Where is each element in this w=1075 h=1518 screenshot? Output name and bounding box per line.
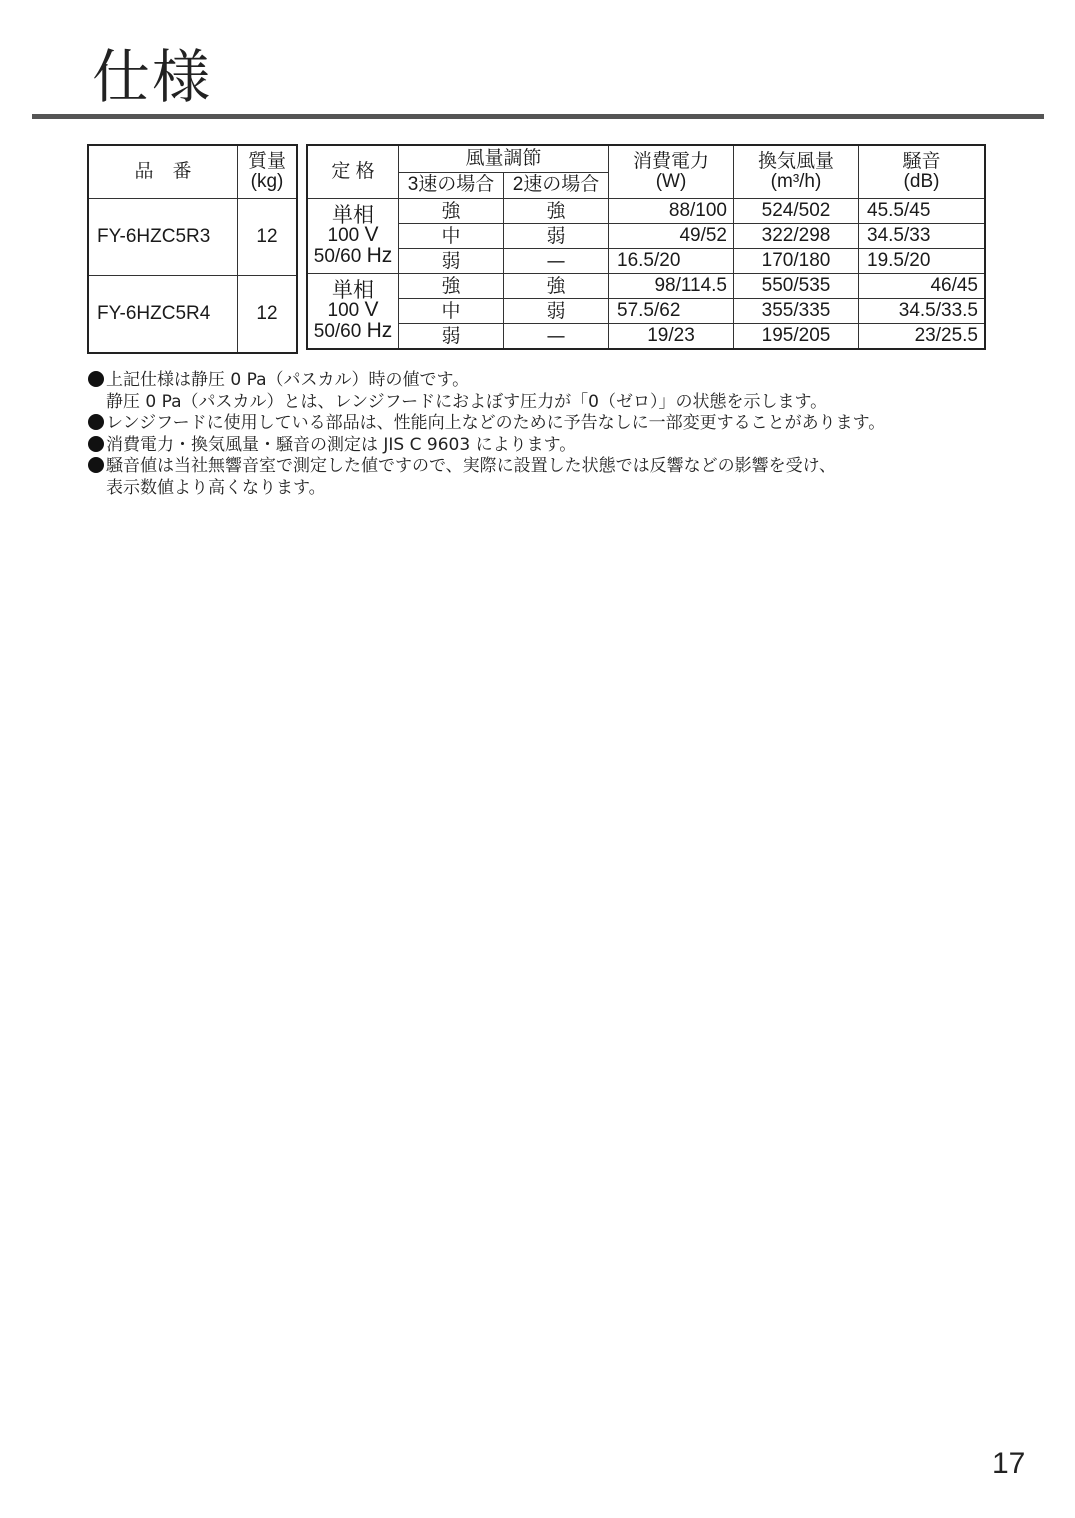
- rating-frequency: 50/60 Hz: [313, 244, 393, 267]
- table-row: [307, 224, 985, 249]
- note-item: レンジフードに使用している部品は、性能向上などのために予告なしに一部変更することがあります。: [88, 413, 1018, 435]
- table-row: [88, 199, 297, 276]
- power-value: 16.5/20: [609, 249, 734, 274]
- table-row: [88, 276, 297, 354]
- noise-value: 45.5/45: [859, 199, 986, 224]
- mass-header: [238, 145, 298, 199]
- two-speed-level: —: [504, 249, 609, 274]
- ventilation-value: 170/180: [734, 249, 859, 274]
- two-speed-level: 弱: [504, 299, 609, 324]
- two-speed-level: 弱: [504, 224, 609, 249]
- table-row: [307, 199, 985, 224]
- noise-value: 23/25.5: [859, 324, 986, 350]
- power-header-unit: (W): [655, 171, 687, 192]
- model-header: 品 番: [88, 145, 238, 199]
- power-header-label: 消費電力: [632, 151, 709, 172]
- note-item: 上記仕様は静圧 0 Pa（パスカル）時の値です。: [88, 370, 1018, 392]
- noise-header-label: 騒音: [902, 151, 941, 172]
- two-speed-level: 強: [504, 274, 609, 299]
- ventilation-header-label: 換気風量: [757, 151, 834, 172]
- table-row: [307, 299, 985, 324]
- rating-voltage: 100 V: [327, 223, 379, 246]
- two-speed-level: 強: [504, 199, 609, 224]
- title-underline: [32, 114, 1044, 119]
- mass-header-label: 質量: [247, 151, 286, 172]
- ventilation-value: 550/535: [734, 274, 859, 299]
- three-speed-header: 3速の場合: [399, 172, 504, 199]
- two-speed-level: —: [504, 324, 609, 350]
- power-value: 19/23: [609, 324, 734, 350]
- three-speed-level: 中: [399, 299, 504, 324]
- ventilation-value: 195/205: [734, 324, 859, 350]
- rating-header: 定 格: [307, 145, 399, 199]
- table-row: [307, 324, 985, 350]
- note-continuation: 表示数値より高くなります。: [106, 477, 326, 498]
- rating-cell: [307, 274, 399, 350]
- noise-value: 34.5/33.5: [859, 299, 986, 324]
- mass-value: 12: [238, 276, 298, 354]
- model-table: [87, 144, 298, 354]
- ventilation-header-unit: (m³/h): [770, 171, 822, 192]
- three-speed-level: 強: [399, 199, 504, 224]
- three-speed-level: 弱: [399, 324, 504, 350]
- spec-table: [306, 144, 986, 350]
- mass-header-unit: (kg): [250, 171, 284, 192]
- noise-value: 19.5/20: [859, 249, 986, 274]
- three-speed-level: 弱: [399, 249, 504, 274]
- power-header: [609, 145, 734, 199]
- rating-phase: 単相: [332, 203, 374, 227]
- page-title: 仕様: [92, 43, 213, 111]
- note-continuation: 静圧 0 Pa（パスカル）とは、レンジフードにおよぼす圧力が「0（ゼロ）」の状態を示します。: [106, 391, 828, 412]
- power-value: 57.5/62: [609, 299, 734, 324]
- ventilation-value: 524/502: [734, 199, 859, 224]
- model-number: FY-6HZC5R3: [88, 199, 238, 276]
- bullet-icon: [88, 371, 104, 387]
- rating-cell: [307, 199, 399, 274]
- ventilation-header: [734, 145, 859, 199]
- noise-value: 34.5/33: [859, 224, 986, 249]
- page-number: 17: [992, 1447, 1026, 1480]
- ventilation-value: 355/335: [734, 299, 859, 324]
- model-table-header: [88, 145, 297, 199]
- note-item: 騒音値は当社無響音室で測定した値ですので、実際に設置した状態では反響などの影響を受け、: [88, 456, 1018, 478]
- bullet-icon: [88, 436, 104, 452]
- power-value: 98/114.5: [609, 274, 734, 299]
- noise-value: 46/45: [859, 274, 986, 299]
- power-value: 88/100: [609, 199, 734, 224]
- bullet-icon: [88, 414, 104, 430]
- notes: [88, 370, 1018, 499]
- table-row: [307, 249, 985, 274]
- model-number: FY-6HZC5R4: [88, 276, 238, 354]
- mass-value: 12: [238, 199, 298, 276]
- note-item: 消費電力・換気風量・騒音の測定は JIS C 9603 によります。: [88, 435, 1018, 457]
- table-row: [307, 274, 985, 299]
- three-speed-level: 強: [399, 274, 504, 299]
- rating-voltage: 100 V: [327, 298, 379, 321]
- three-speed-level: 中: [399, 224, 504, 249]
- airflow-control-header: 風量調節: [399, 145, 609, 172]
- spec-header-row-1: [307, 145, 985, 172]
- rating-frequency: 50/60 Hz: [313, 319, 393, 342]
- rating-phase: 単相: [332, 278, 374, 302]
- two-speed-header: 2速の場合: [504, 172, 609, 199]
- ventilation-value: 322/298: [734, 224, 859, 249]
- noise-header: [859, 145, 986, 199]
- noise-header-unit: (dB): [903, 171, 940, 192]
- bullet-icon: [88, 457, 104, 473]
- power-value: 49/52: [609, 224, 734, 249]
